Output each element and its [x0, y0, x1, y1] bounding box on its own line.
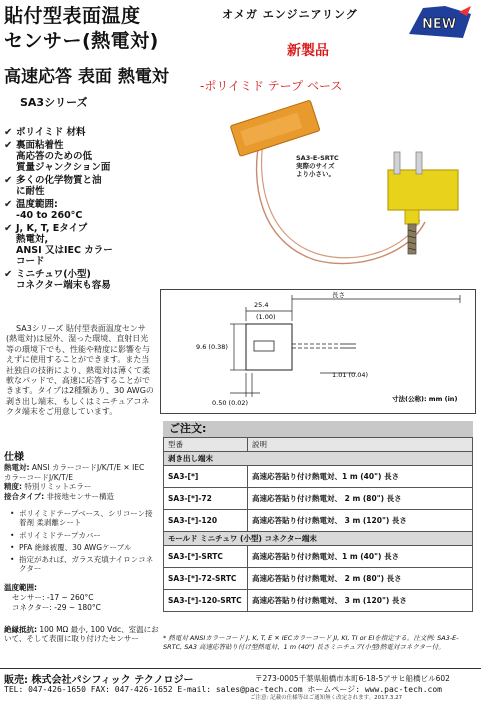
model-cell: SA3-[*]-120	[164, 510, 248, 532]
desc-cell: 高速応答貼り付け熱電対、 3 m (120") 長さ	[248, 590, 473, 612]
table-row	[164, 466, 473, 488]
feature-text: 多くの化学物質と油 に耐性	[16, 175, 102, 197]
spec-line: 熱電対: ANSI カラーコードJ/K/T/E ✕ IEC カラーコードJ/K/T/E	[4, 463, 145, 482]
dim-width: 9.6 (0.38)	[196, 343, 228, 351]
check-icon: ✔	[4, 223, 13, 234]
page-title	[4, 4, 159, 54]
photo-caption: SA3-E-SRTC 実際のサイズ より小さい。	[296, 154, 339, 178]
company-name: オメガ エンジニアリング	[222, 8, 358, 21]
divider	[0, 668, 481, 669]
feature-item	[4, 140, 144, 173]
insulation-resistance	[4, 625, 159, 644]
material-item: • ポリイミドテープカバー	[10, 530, 101, 540]
check-icon: ✔	[4, 269, 13, 280]
new-product-label: 新製品	[287, 43, 329, 59]
spec-line: 精度: 特別リミットエラー	[4, 482, 92, 491]
desc-cell: 高速応答貼り付け熱電対、 2 m (80") 長さ	[248, 488, 473, 510]
spec-title: 仕様	[4, 452, 24, 463]
subtitle: 高速応答 表面 熱電対	[4, 67, 169, 87]
desc-cell: 高速応答貼り付け熱電対、1 m (40") 長さ	[248, 466, 473, 488]
title-line-2: センサー(熱電対)	[4, 30, 159, 52]
table-row	[164, 510, 473, 532]
polyimide-label: -ポリイミド テープ ベース	[200, 79, 343, 93]
dim-wire: 1.01 (0.04)	[332, 371, 369, 379]
new-badge-icon	[405, 4, 475, 40]
section-connector: モールド ミニチュワ (小型) コネクター端末	[164, 532, 473, 546]
feature-text: 裏面粘着性 高応答のための低 質量ジャンクション面	[16, 140, 111, 173]
col-model: 型番	[164, 438, 248, 452]
table-row	[164, 590, 473, 612]
unit-note: 寸法(公称): mm (in)	[392, 395, 458, 403]
footnote: * 熱電対 ANSIカラーコード J, K, T, E ✕ IECカラーコード JI, KI, TI or EIを指定する。注文例: SA3-E-SRTC, SA3 高速応答貼り付け型熱電対、1 m (40") 長さミニチュア(小型)熱電対コネクター付。	[163, 634, 459, 651]
address: 〒273-0005千葉県船橋市本町6-18-5アサヒ船橋ビル602	[255, 674, 450, 683]
feature-item	[4, 199, 144, 221]
temp-title: 温度範囲:	[4, 583, 37, 592]
check-icon: ✔	[4, 199, 13, 210]
feature-text: ポリイミド 材料	[16, 127, 86, 138]
copyright-note: ご注意: 記載の仕様等はご通知無く改定されます。2017.3.27	[250, 695, 403, 701]
desc-cell: 高速応答貼り付け熱電対、 2 m (80") 長さ	[248, 568, 473, 590]
series-label: SA3シリーズ	[20, 96, 88, 109]
col-desc: 説明	[248, 438, 473, 452]
new-badge-text: NEW	[421, 17, 457, 32]
material-item: • ポリイミドテープベース、シリコーン接着剤 柔剥離シート	[10, 509, 153, 528]
table-row	[164, 546, 473, 568]
desc-cell: 高速応答貼り付け熱電対、 3 m (120") 長さ	[248, 510, 473, 532]
check-icon: ✔	[4, 127, 13, 138]
check-icon: ✔	[4, 175, 13, 186]
product-photo	[220, 92, 472, 272]
sales-company: 販売: 株式会社パシフィック テクノロジー	[4, 675, 194, 686]
model-cell: SA3-[*]-120-SRTC	[164, 590, 248, 612]
feature-text: ミニチュワ(小型) コネクター端末も容易	[16, 269, 111, 291]
dimension-drawing	[160, 289, 476, 414]
model-cell: SA3-[*]-SRTC	[164, 546, 248, 568]
order-title: ご注文:	[163, 421, 473, 437]
section-bare: 剥き出し端末	[164, 452, 473, 466]
description: SA3シリーズ 貼付型表面温度センサ(熱電対)は屋外、湿った環境、直射日光等の環境下でも、性能や精度に影響を与えずに使用することができます。また当社独自の技術により、熱電対は薄くて柔軟なパッドで、高速に応答することができます。タイプは2種類あり、30 AWGの剥き出し端末、もしくはミニチュアコネクタ端末をご用意しています。	[6, 324, 154, 417]
dim-length-in: (1.00)	[256, 313, 276, 321]
feature-text: 温度範囲: -40 to 260°C	[16, 199, 83, 221]
insulation-text: 100 MΩ 最小, 100 Vdc、室温において、そして表面に取り付けたセンサー	[4, 625, 159, 644]
table-row	[164, 568, 473, 590]
spec-list	[4, 463, 154, 501]
feature-list	[4, 127, 144, 293]
feature-text: J, K, T, Eタイプ 熱電対, ANSI 又はIEC カラー コード	[16, 223, 113, 267]
table-row	[164, 488, 473, 510]
material-list	[10, 509, 155, 577]
order-table	[163, 421, 473, 612]
insulation-label: 絶縁抵抗:	[4, 625, 37, 634]
feature-item	[4, 175, 144, 197]
title-line-1: 貼付型表面温度	[4, 5, 141, 27]
temp-sensor: センサー: -17 ~ 260°C	[12, 593, 94, 602]
material-item: • 指定があれば、ガラス充填ナイロンコネクター	[10, 555, 154, 574]
feature-item	[4, 223, 144, 267]
check-icon: ✔	[4, 140, 13, 151]
dim-length: 25.4	[254, 301, 269, 309]
dim-length-label: 長さ	[332, 291, 345, 299]
feature-item	[4, 127, 144, 138]
model-cell: SA3-[*]-72	[164, 488, 248, 510]
temp-connector: コネクター: -29 ~ 180°C	[12, 603, 101, 612]
spec-line: 接合タイプ: 非接地センサー構造	[4, 491, 115, 501]
feature-item	[4, 269, 144, 291]
model-cell: SA3-[*]-72-SRTC	[164, 568, 248, 590]
material-item: • PFA 絶縁被覆、30 AWGケーブル	[10, 542, 132, 552]
contact-line: TEL: 047-426-1650 FAX: 047-426-1652 E-mail: sales@pac-tech.com ホームページ: www.pac-tech.com	[4, 685, 442, 694]
desc-cell: 高速応答貼り付け熱電対、1 m (40") 長さ	[248, 546, 473, 568]
temperature-range	[4, 583, 154, 613]
model-cell: SA3-[*]	[164, 466, 248, 488]
dim-thickness: 0.50 (0.02)	[212, 399, 249, 407]
